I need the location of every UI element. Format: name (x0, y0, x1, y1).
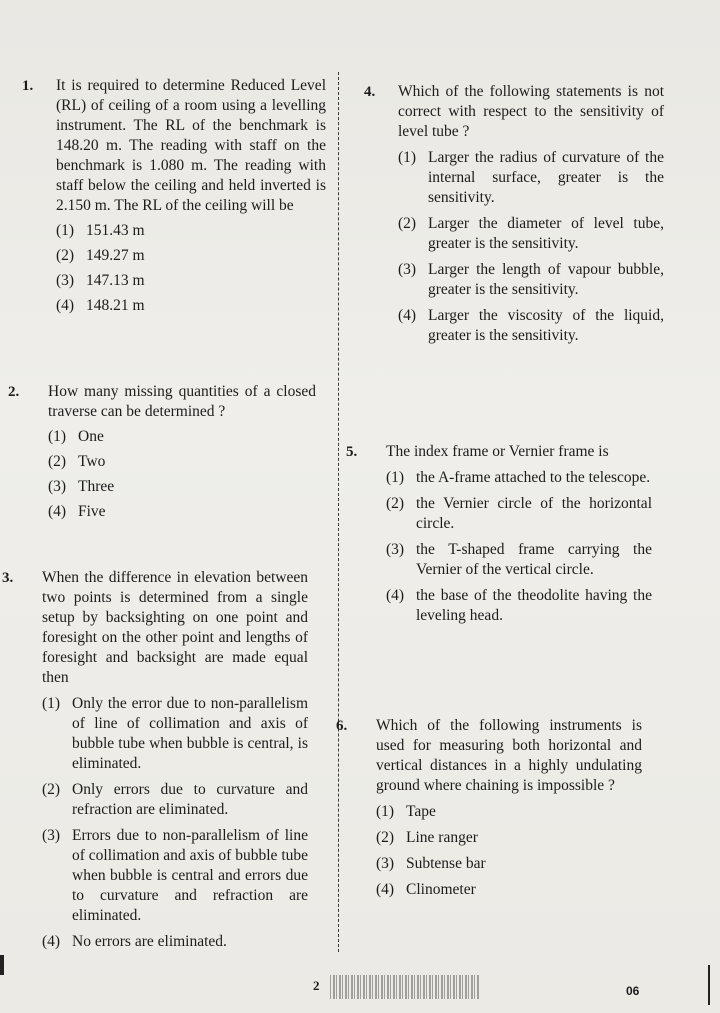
question-number: 5. (346, 444, 358, 460)
option-3: (3) Subtense bar (376, 855, 486, 872)
option-3: (3) Larger the length of vapour bubble, greater is the sensitivity. (398, 261, 664, 298)
question-number: 6. (336, 718, 348, 734)
question-4 (364, 82, 664, 346)
question-text: It is required to determine Reduced Level (RL) of ceiling of a room using a levelling instrument. The RL of the benchmark is 148.20 m. The reading with staff on the benchmark is 1.080 m. The reading with staff below the ceiling and held inverted is 2.150 m. The RL of the ceiling will be (56, 77, 326, 214)
question-2 (8, 382, 316, 522)
option-1: (1) Only the error due to non-parallelism of line of collimation and axis of bubble tube when bubble is central, is eliminated. (42, 695, 308, 772)
question-text: How many missing quantities of a closed traverse can be determined ? (48, 383, 316, 420)
option-1: (1) Larger the radius of curvature of the internal surface, greater is the sensitivity. (398, 149, 664, 206)
question-5 (346, 442, 652, 626)
option-4: (4) the base of the theodolite having the leveling head. (386, 587, 652, 624)
question-1 (22, 76, 326, 316)
question-text: Which of the following statements is not correct with respect to the sensitivity of level tube ? (398, 83, 664, 140)
option-1: (1) Tape (376, 803, 436, 820)
question-6 (336, 716, 642, 900)
option-3: (3) 147.13 m (56, 272, 145, 289)
edge-mark-left (0, 955, 4, 975)
option-1: (1) the A-frame attached to the telescope. (386, 469, 651, 486)
option-4: (4) Larger the viscosity of the liquid, greater is the sensitivity. (398, 307, 664, 344)
option-2: (2) Two (48, 453, 106, 470)
page-number: 2 (313, 978, 320, 993)
option-1: (1) 151.43 m (56, 222, 145, 239)
option-2: (2) 149.27 m (56, 247, 145, 264)
option-3: (3) Errors due to non-parallelism of line of collimation and axis of bubble tube when bubble is central and errors due to curvature and refraction are eliminated. (42, 827, 308, 924)
edge-mark-right (708, 965, 710, 1005)
option-3: (3) Three (48, 478, 115, 495)
question-number: 3. (2, 570, 14, 586)
barcode-strip (330, 975, 480, 999)
option-2: (2) Larger the diameter of level tube, greater is the sensitivity. (398, 215, 664, 252)
question-text: When the difference in elevation between two points is determined from a single setup by backsighting on one point and foresight on the other point and lengths of foresight and backsight are made equal then (42, 569, 308, 686)
option-2: (2) Line ranger (376, 829, 478, 846)
option-2: (2) the Vernier circle of the horizontal circle. (386, 495, 652, 532)
question-number: 4. (364, 84, 376, 100)
option-4: (4) Clinometer (376, 881, 476, 898)
option-4: (4) No errors are eliminated. (42, 933, 227, 950)
question-3 (2, 568, 308, 952)
question-text: The index frame or Vernier frame is (386, 443, 609, 460)
question-number: 1. (22, 78, 34, 94)
option-3: (3) the T-shaped frame carrying the Vernier of the vertical circle. (386, 541, 652, 578)
question-number: 2. (8, 384, 20, 400)
question-text: Which of the following instruments is used for measuring both horizontal and vertical distances in a highly undulating ground where chaining is impossible ? (376, 717, 642, 794)
option-4: (4) Five (48, 503, 106, 520)
option-2: (2) Only errors due to curvature and refraction are eliminated. (42, 781, 308, 818)
paper-code: 06 (626, 984, 640, 998)
column-divider (338, 72, 339, 952)
option-1: (1) One (48, 428, 104, 445)
option-4: (4) 148.21 m (56, 297, 145, 314)
